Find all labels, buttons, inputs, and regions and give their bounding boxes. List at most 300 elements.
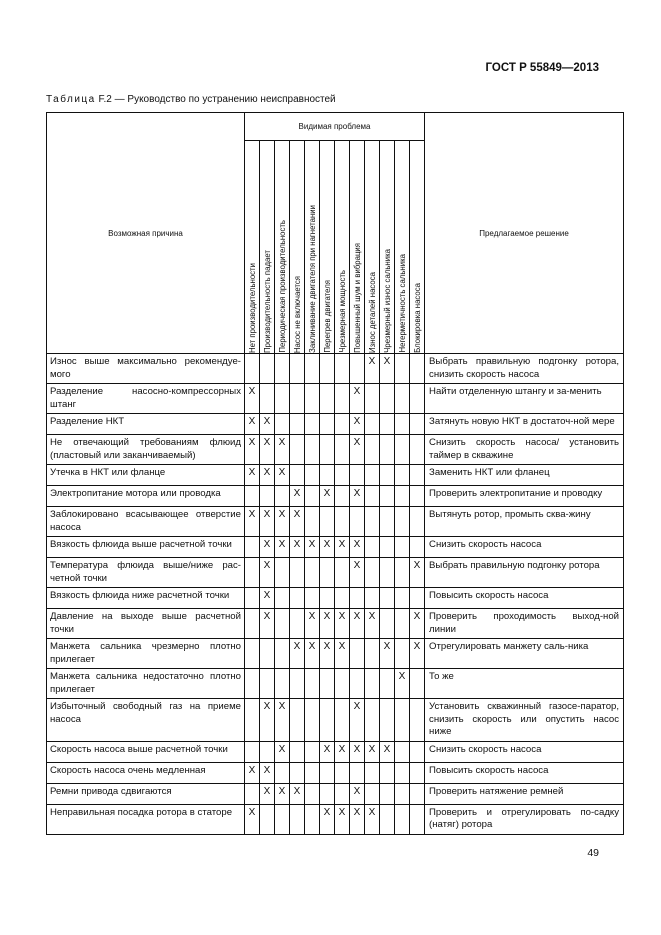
mark-cell <box>245 699 260 742</box>
mark-cell <box>320 507 335 537</box>
cause-cell: Избыточный свободный газ на приеме насоса <box>47 699 245 742</box>
mark-cell: X <box>260 558 275 588</box>
mark-cell <box>290 558 305 588</box>
mark-cell <box>305 558 320 588</box>
cause-header: Возможная причина <box>47 113 245 354</box>
cause-cell: Манжета сальника чрезмерно плотно прилегает <box>47 639 245 669</box>
mark-cell: X <box>245 762 260 783</box>
mark-cell: X <box>245 804 260 834</box>
mark-cell <box>395 639 410 669</box>
mark-cell <box>305 465 320 486</box>
mark-cell <box>395 588 410 609</box>
solution-cell: Проверить электропитание и проводку <box>425 486 624 507</box>
problem-column-header <box>410 141 425 354</box>
mark-cell <box>245 537 260 558</box>
table-row <box>47 609 624 639</box>
solution-cell: Установить скважинный газосе-паратор, снизить скорость или опустить насос ниже <box>425 699 624 742</box>
table-row <box>47 783 624 804</box>
problem-column-label: Чрезмерный износ сальника <box>382 249 392 353</box>
mark-cell <box>365 465 380 486</box>
mark-cell <box>410 699 425 742</box>
mark-cell <box>245 558 260 588</box>
mark-cell <box>290 609 305 639</box>
mark-cell <box>395 486 410 507</box>
mark-cell <box>410 783 425 804</box>
mark-cell: X <box>260 609 275 639</box>
mark-cell <box>365 639 380 669</box>
problem-column-header <box>320 141 335 354</box>
mark-cell <box>335 507 350 537</box>
mark-cell: X <box>275 699 290 742</box>
mark-cell: X <box>365 804 380 834</box>
mark-cell <box>410 414 425 435</box>
mark-cell <box>365 384 380 414</box>
mark-cell: X <box>365 609 380 639</box>
problem-column-header <box>365 141 380 354</box>
mark-cell: X <box>365 741 380 762</box>
mark-cell: X <box>290 537 305 558</box>
cause-cell: Температура флюида выше/ниже рас-четной точки <box>47 558 245 588</box>
mark-cell <box>395 558 410 588</box>
mark-cell <box>365 537 380 558</box>
table-row <box>47 669 624 699</box>
mark-cell: X <box>245 384 260 414</box>
problem-column-header <box>335 141 350 354</box>
mark-cell <box>335 414 350 435</box>
mark-cell <box>410 669 425 699</box>
mark-cell: X <box>245 507 260 537</box>
mark-cell: X <box>320 537 335 558</box>
mark-cell <box>305 783 320 804</box>
mark-cell: X <box>335 537 350 558</box>
troubleshooting-table <box>46 112 624 835</box>
mark-cell <box>410 507 425 537</box>
mark-cell: X <box>260 762 275 783</box>
problem-column-header <box>305 141 320 354</box>
mark-cell <box>395 699 410 742</box>
mark-cell <box>350 465 365 486</box>
mark-cell: X <box>350 435 365 465</box>
mark-cell <box>320 435 335 465</box>
table-row <box>47 384 624 414</box>
mark-cell <box>395 465 410 486</box>
mark-cell <box>320 558 335 588</box>
mark-cell: X <box>305 609 320 639</box>
cause-cell: Неправильная посадка ротора в статоре <box>47 804 245 834</box>
mark-cell <box>350 354 365 384</box>
cause-cell: Электропитание мотора или проводка <box>47 486 245 507</box>
mark-cell: X <box>245 435 260 465</box>
mark-cell <box>395 783 410 804</box>
mark-cell: X <box>245 465 260 486</box>
mark-cell <box>275 384 290 414</box>
mark-cell <box>395 435 410 465</box>
mark-cell <box>365 699 380 742</box>
mark-cell <box>410 537 425 558</box>
solution-cell: Повысить скорость насоса <box>425 588 624 609</box>
cause-cell: Скорость насоса выше расчетной точки <box>47 741 245 762</box>
problem-column-label: Износ деталей насоса <box>367 272 377 353</box>
mark-cell <box>365 507 380 537</box>
mark-cell <box>275 588 290 609</box>
table-row <box>47 507 624 537</box>
cause-cell: Не отвечающий требованиям флюид (пластовый или заканчиваемый) <box>47 435 245 465</box>
mark-cell: X <box>260 414 275 435</box>
mark-cell: X <box>350 804 365 834</box>
mark-cell <box>395 507 410 537</box>
mark-cell <box>290 762 305 783</box>
mark-cell <box>320 699 335 742</box>
mark-cell <box>290 699 305 742</box>
table-body <box>47 354 624 835</box>
mark-cell <box>245 669 260 699</box>
mark-cell <box>260 804 275 834</box>
mark-cell <box>380 537 395 558</box>
mark-cell <box>410 435 425 465</box>
mark-cell <box>365 414 380 435</box>
mark-cell <box>275 639 290 669</box>
mark-cell <box>335 384 350 414</box>
mark-cell <box>335 699 350 742</box>
mark-cell <box>365 783 380 804</box>
problem-column-label: Заклинивание двигателя при нагнетании <box>307 205 317 353</box>
mark-cell: X <box>380 354 395 384</box>
table-row <box>47 558 624 588</box>
mark-cell: X <box>275 465 290 486</box>
mark-cell: X <box>410 639 425 669</box>
problem-column-header <box>350 141 365 354</box>
mark-cell <box>365 435 380 465</box>
table-row <box>47 354 624 384</box>
mark-cell <box>260 384 275 414</box>
mark-cell <box>305 699 320 742</box>
mark-cell <box>305 486 320 507</box>
mark-cell <box>380 699 395 742</box>
mark-cell: X <box>260 507 275 537</box>
problem-column-label: Производительность падает <box>262 250 272 353</box>
mark-cell <box>380 669 395 699</box>
mark-cell: X <box>335 804 350 834</box>
cause-cell: Вязкость флюида выше расчетной точки <box>47 537 245 558</box>
mark-cell: X <box>305 537 320 558</box>
mark-cell: X <box>275 741 290 762</box>
mark-cell <box>320 762 335 783</box>
mark-cell: X <box>320 609 335 639</box>
mark-cell: X <box>260 699 275 742</box>
mark-cell <box>320 669 335 699</box>
mark-cell <box>410 384 425 414</box>
mark-cell <box>305 354 320 384</box>
mark-cell: X <box>350 741 365 762</box>
mark-cell: X <box>410 558 425 588</box>
solution-cell: Проверить проходимость выход-ной линии <box>425 609 624 639</box>
mark-cell <box>245 588 260 609</box>
problem-column-header <box>380 141 395 354</box>
mark-cell: X <box>275 537 290 558</box>
cause-cell: Манжета сальника недостаточно плотно прилегает <box>47 669 245 699</box>
cause-cell: Скорость насоса очень медленная <box>47 762 245 783</box>
mark-cell <box>260 639 275 669</box>
caption-text: F.2 — Руководство по устранению неисправностей <box>95 94 336 105</box>
mark-cell <box>335 783 350 804</box>
table-row <box>47 435 624 465</box>
mark-cell <box>365 588 380 609</box>
mark-cell <box>305 741 320 762</box>
mark-cell <box>395 741 410 762</box>
mark-cell <box>380 609 395 639</box>
mark-cell <box>290 741 305 762</box>
mark-cell <box>365 762 380 783</box>
mark-cell <box>305 414 320 435</box>
solution-cell: Найти отделенную штангу и за-менить <box>425 384 624 414</box>
mark-cell: X <box>320 804 335 834</box>
solution-cell: То же <box>425 669 624 699</box>
mark-cell: X <box>410 609 425 639</box>
mark-cell: X <box>350 783 365 804</box>
problem-column-label: Повышенный шум и вибрация <box>352 243 362 353</box>
table-row <box>47 414 624 435</box>
mark-cell: X <box>275 507 290 537</box>
mark-cell <box>305 384 320 414</box>
mark-cell <box>275 558 290 588</box>
mark-cell <box>305 762 320 783</box>
mark-cell: X <box>350 609 365 639</box>
mark-cell <box>305 435 320 465</box>
mark-cell <box>305 588 320 609</box>
mark-cell <box>395 762 410 783</box>
mark-cell <box>395 414 410 435</box>
mark-cell <box>380 558 395 588</box>
table-caption <box>46 94 336 105</box>
mark-cell <box>350 507 365 537</box>
problem-column-label: Насос не включается <box>292 275 302 353</box>
mark-cell: X <box>380 639 395 669</box>
solution-cell: Повысить скорость насоса <box>425 762 624 783</box>
mark-cell <box>410 741 425 762</box>
table-row <box>47 639 624 669</box>
mark-cell: X <box>305 639 320 669</box>
problem-column-header <box>275 141 290 354</box>
mark-cell <box>395 384 410 414</box>
mark-cell <box>350 588 365 609</box>
mark-cell: X <box>380 741 395 762</box>
mark-cell <box>320 384 335 414</box>
cause-cell: Ремни привода сдвигаются <box>47 783 245 804</box>
cause-cell: Разделение НКТ <box>47 414 245 435</box>
cause-cell: Износ выше максимально рекомендуе-мого <box>47 354 245 384</box>
mark-cell: X <box>260 465 275 486</box>
table-row <box>47 804 624 834</box>
mark-cell <box>380 507 395 537</box>
mark-cell <box>320 414 335 435</box>
mark-cell <box>335 669 350 699</box>
table-row <box>47 465 624 486</box>
mark-cell: X <box>260 435 275 465</box>
problem-column-header <box>245 141 260 354</box>
mark-cell <box>275 804 290 834</box>
mark-cell: X <box>275 435 290 465</box>
mark-cell <box>275 354 290 384</box>
mark-cell: X <box>290 486 305 507</box>
mark-cell <box>320 588 335 609</box>
visible-problem-header: Видимая проблема <box>245 113 425 141</box>
mark-cell <box>380 486 395 507</box>
mark-cell <box>410 354 425 384</box>
mark-cell <box>275 486 290 507</box>
mark-cell: X <box>320 486 335 507</box>
mark-cell <box>275 609 290 639</box>
solution-cell: Отрегулировать манжету саль-ника <box>425 639 624 669</box>
mark-cell <box>365 486 380 507</box>
table-row <box>47 486 624 507</box>
mark-cell <box>305 804 320 834</box>
mark-cell <box>260 486 275 507</box>
mark-cell <box>335 435 350 465</box>
cause-cell: Давление на выходе выше расчетной точки <box>47 609 245 639</box>
mark-cell <box>335 465 350 486</box>
mark-cell <box>380 762 395 783</box>
mark-cell: X <box>350 486 365 507</box>
mark-cell: X <box>260 537 275 558</box>
table-row <box>47 762 624 783</box>
mark-cell <box>335 558 350 588</box>
mark-cell: X <box>290 507 305 537</box>
table-row <box>47 741 624 762</box>
page-number: 49 <box>587 847 599 859</box>
solution-cell: Снизить скорость насоса <box>425 741 624 762</box>
mark-cell <box>410 465 425 486</box>
mark-cell: X <box>245 414 260 435</box>
solution-cell: Выбрать правильную подгонку ротора, снизить скорость насоса <box>425 354 624 384</box>
mark-cell: X <box>320 639 335 669</box>
mark-cell: X <box>320 741 335 762</box>
mark-cell <box>395 537 410 558</box>
mark-cell: X <box>290 783 305 804</box>
mark-cell <box>350 762 365 783</box>
mark-cell <box>335 486 350 507</box>
mark-cell: X <box>335 741 350 762</box>
mark-cell <box>410 588 425 609</box>
mark-cell <box>395 354 410 384</box>
mark-cell <box>320 783 335 804</box>
mark-cell <box>290 669 305 699</box>
mark-cell: X <box>335 639 350 669</box>
table-row <box>47 588 624 609</box>
solution-cell: Снизить скорость насоса/ установить таймер в скважине <box>425 435 624 465</box>
mark-cell <box>260 354 275 384</box>
mark-cell <box>335 588 350 609</box>
mark-cell <box>365 558 380 588</box>
cause-cell: Вязкость флюида ниже расчетной точки <box>47 588 245 609</box>
mark-cell <box>275 762 290 783</box>
solution-cell: Выбрать правильную подгонку ротора <box>425 558 624 588</box>
mark-cell <box>380 384 395 414</box>
mark-cell <box>290 804 305 834</box>
mark-cell: X <box>335 609 350 639</box>
mark-cell: X <box>350 558 365 588</box>
mark-cell: X <box>260 588 275 609</box>
mark-cell <box>395 609 410 639</box>
cause-cell: Разделение насосно-компрессорных штанг <box>47 384 245 414</box>
mark-cell <box>245 609 260 639</box>
problem-column-label: Блокировка насоса <box>412 283 422 353</box>
mark-cell: X <box>350 414 365 435</box>
mark-cell <box>380 588 395 609</box>
mark-cell <box>245 354 260 384</box>
mark-cell <box>260 741 275 762</box>
mark-cell <box>275 414 290 435</box>
solution-cell: Проверить и отрегулировать по-садку (натяг) ротора <box>425 804 624 834</box>
mark-cell <box>245 486 260 507</box>
mark-cell <box>290 465 305 486</box>
problem-column-header <box>290 141 305 354</box>
problem-column-label: Негерметичность сальника <box>397 254 407 353</box>
problem-column-label: Перегрев двигателя <box>322 280 332 353</box>
solution-cell: Затянуть новую НКТ в достаточ-ной мере <box>425 414 624 435</box>
mark-cell: X <box>350 537 365 558</box>
mark-cell <box>290 435 305 465</box>
document-code: ГОСТ Р 55849—2013 <box>485 62 599 74</box>
mark-cell <box>335 354 350 384</box>
mark-cell: X <box>275 783 290 804</box>
mark-cell <box>320 354 335 384</box>
mark-cell <box>410 486 425 507</box>
mark-cell <box>290 354 305 384</box>
mark-cell <box>380 783 395 804</box>
solution-header: Предлагаемое решение <box>425 113 624 354</box>
mark-cell <box>275 669 290 699</box>
problem-column-header <box>395 141 410 354</box>
solution-cell: Проверить натяжение ремней <box>425 783 624 804</box>
mark-cell: X <box>260 783 275 804</box>
mark-cell <box>350 669 365 699</box>
mark-cell <box>350 639 365 669</box>
mark-cell <box>380 465 395 486</box>
table-row <box>47 537 624 558</box>
table-row <box>47 699 624 742</box>
mark-cell: X <box>350 384 365 414</box>
mark-cell <box>335 762 350 783</box>
caption-lead: Таблица <box>46 94 96 105</box>
solution-cell: Заменить НКТ или фланец <box>425 465 624 486</box>
problem-column-label: Чрезмерная мощность <box>337 270 347 353</box>
cause-cell: Заблокировано всасывающее отверстие насоса <box>47 507 245 537</box>
mark-cell <box>305 507 320 537</box>
mark-cell <box>245 639 260 669</box>
mark-cell <box>410 762 425 783</box>
mark-cell: X <box>350 699 365 742</box>
mark-cell <box>380 435 395 465</box>
mark-cell <box>245 741 260 762</box>
problem-column-label: Периодическая производительность <box>277 220 287 353</box>
mark-cell <box>380 414 395 435</box>
mark-cell <box>365 669 380 699</box>
solution-cell: Вытянуть ротор, промыть сква-жину <box>425 507 624 537</box>
mark-cell <box>290 384 305 414</box>
mark-cell <box>410 804 425 834</box>
problem-column-header <box>260 141 275 354</box>
mark-cell <box>290 588 305 609</box>
mark-cell <box>305 669 320 699</box>
cause-cell: Утечка в НКТ или фланце <box>47 465 245 486</box>
mark-cell <box>320 465 335 486</box>
solution-cell: Снизить скорость насоса <box>425 537 624 558</box>
mark-cell <box>245 783 260 804</box>
mark-cell <box>395 804 410 834</box>
mark-cell: X <box>290 639 305 669</box>
problem-column-label: Нет производительности <box>247 262 257 353</box>
mark-cell <box>260 669 275 699</box>
